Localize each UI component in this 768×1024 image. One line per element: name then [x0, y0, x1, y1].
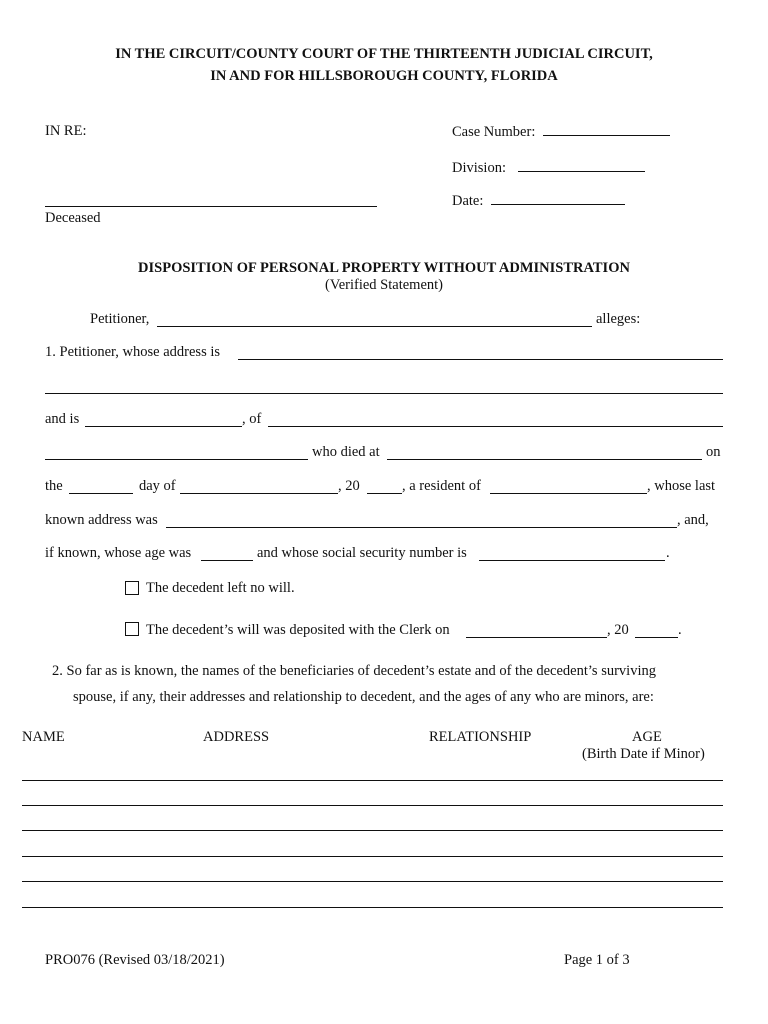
beneficiary-row[interactable] — [22, 856, 723, 857]
petitioner-label: Petitioner, — [90, 311, 150, 327]
no-will-label: The decedent left no will. — [146, 580, 295, 596]
form-title: DISPOSITION OF PERSONAL PROPERTY WITHOUT ADMINISTRATION — [138, 260, 630, 276]
col-age-header: AGE — [632, 729, 662, 745]
petitioner-address-field[interactable] — [238, 359, 723, 360]
decedent-name-line[interactable] — [45, 206, 377, 207]
p2-line2: spouse, if any, their addresses and relationship to decedent, and the ages of any who are minors, are: — [73, 689, 654, 705]
will-period: . — [678, 622, 682, 638]
petitioner-address-field-2[interactable] — [45, 393, 723, 394]
form-id: PRO076 (Revised 03/18/2021) — [45, 952, 225, 968]
petitioner-name-field[interactable] — [157, 326, 592, 327]
division-field[interactable] — [518, 159, 645, 172]
no-will-checkbox[interactable] — [125, 581, 139, 595]
beneficiary-row[interactable] — [22, 805, 723, 806]
in-re-label: IN RE: — [45, 123, 87, 139]
will-deposited-label: The decedent’s will was deposited with the Clerk on — [146, 622, 450, 638]
beneficiary-row[interactable] — [22, 881, 723, 882]
division-label: Division: — [452, 160, 506, 176]
will-deposit-date-field[interactable] — [466, 637, 607, 638]
deceased-label: Deceased — [45, 210, 101, 226]
death-month-field[interactable] — [180, 493, 338, 494]
last-known-address-field[interactable] — [166, 527, 677, 528]
decedent-field[interactable] — [268, 426, 723, 427]
who-died-at-label: who died at — [312, 444, 380, 460]
whose-last-label: , whose last — [647, 478, 716, 494]
the-label: the — [45, 478, 63, 494]
beneficiary-row[interactable] — [22, 780, 723, 781]
day-of-label: day of — [139, 478, 176, 494]
case-number-label: Case Number: — [452, 124, 536, 140]
court-heading-line1: IN THE CIRCUIT/COUNTY COURT OF THE THIRTEENTH JUDICIAL CIRCUIT, — [115, 46, 653, 62]
form-subtitle: (Verified Statement) — [325, 277, 443, 293]
case-number-field[interactable] — [543, 123, 670, 136]
date-label: Date: — [452, 193, 484, 209]
col-relationship-header: RELATIONSHIP — [429, 729, 532, 745]
place-of-death-field[interactable] — [387, 459, 702, 460]
resident-of-label: , a resident of — [402, 478, 481, 494]
date-field[interactable] — [491, 192, 625, 205]
ssn-period: . — [666, 545, 670, 561]
death-day-field[interactable] — [69, 493, 133, 494]
of-label: , of — [242, 411, 262, 427]
date-row — [452, 192, 625, 210]
death-year-field[interactable] — [367, 493, 402, 494]
if-known-age-label: if known, whose age was — [45, 545, 192, 561]
residence-field[interactable] — [490, 493, 647, 494]
and-is-label: and is — [45, 411, 80, 427]
col-name-header: NAME — [22, 729, 65, 745]
col-age-subheader: (Birth Date if Minor) — [582, 746, 705, 762]
beneficiary-row[interactable] — [22, 907, 723, 908]
on-label: on — [706, 444, 721, 460]
beneficiary-row[interactable] — [22, 830, 723, 831]
age-field[interactable] — [201, 560, 253, 561]
p1-address-label: 1. Petitioner, whose address is — [45, 344, 221, 360]
will-deposited-checkbox[interactable] — [125, 622, 139, 636]
ssn-label: and whose social security number is — [257, 545, 467, 561]
case-number-row — [452, 123, 670, 141]
and-label: , and, — [677, 512, 709, 528]
will-deposit-year-field[interactable] — [635, 637, 678, 638]
col-address-header: ADDRESS — [203, 729, 270, 745]
division-row — [452, 159, 645, 177]
court-heading-line2: IN AND FOR HILLSBOROUGH COUNTY, FLORIDA — [210, 68, 558, 84]
alleges-label: alleges: — [596, 311, 641, 327]
decedent-name-field-2[interactable] — [45, 459, 308, 460]
p2-line1: 2. So far as is known, the names of the beneficiaries of decedent’s estate and of the decedent’s surviving — [52, 663, 656, 679]
relationship-field[interactable] — [85, 426, 242, 427]
ssn-field[interactable] — [479, 560, 665, 561]
page-number: Page 1 of 3 — [564, 952, 630, 968]
year-prefix-label: , 20 — [338, 478, 360, 494]
known-address-label: known address was — [45, 512, 158, 528]
will-year-prefix: , 20 — [607, 622, 629, 638]
